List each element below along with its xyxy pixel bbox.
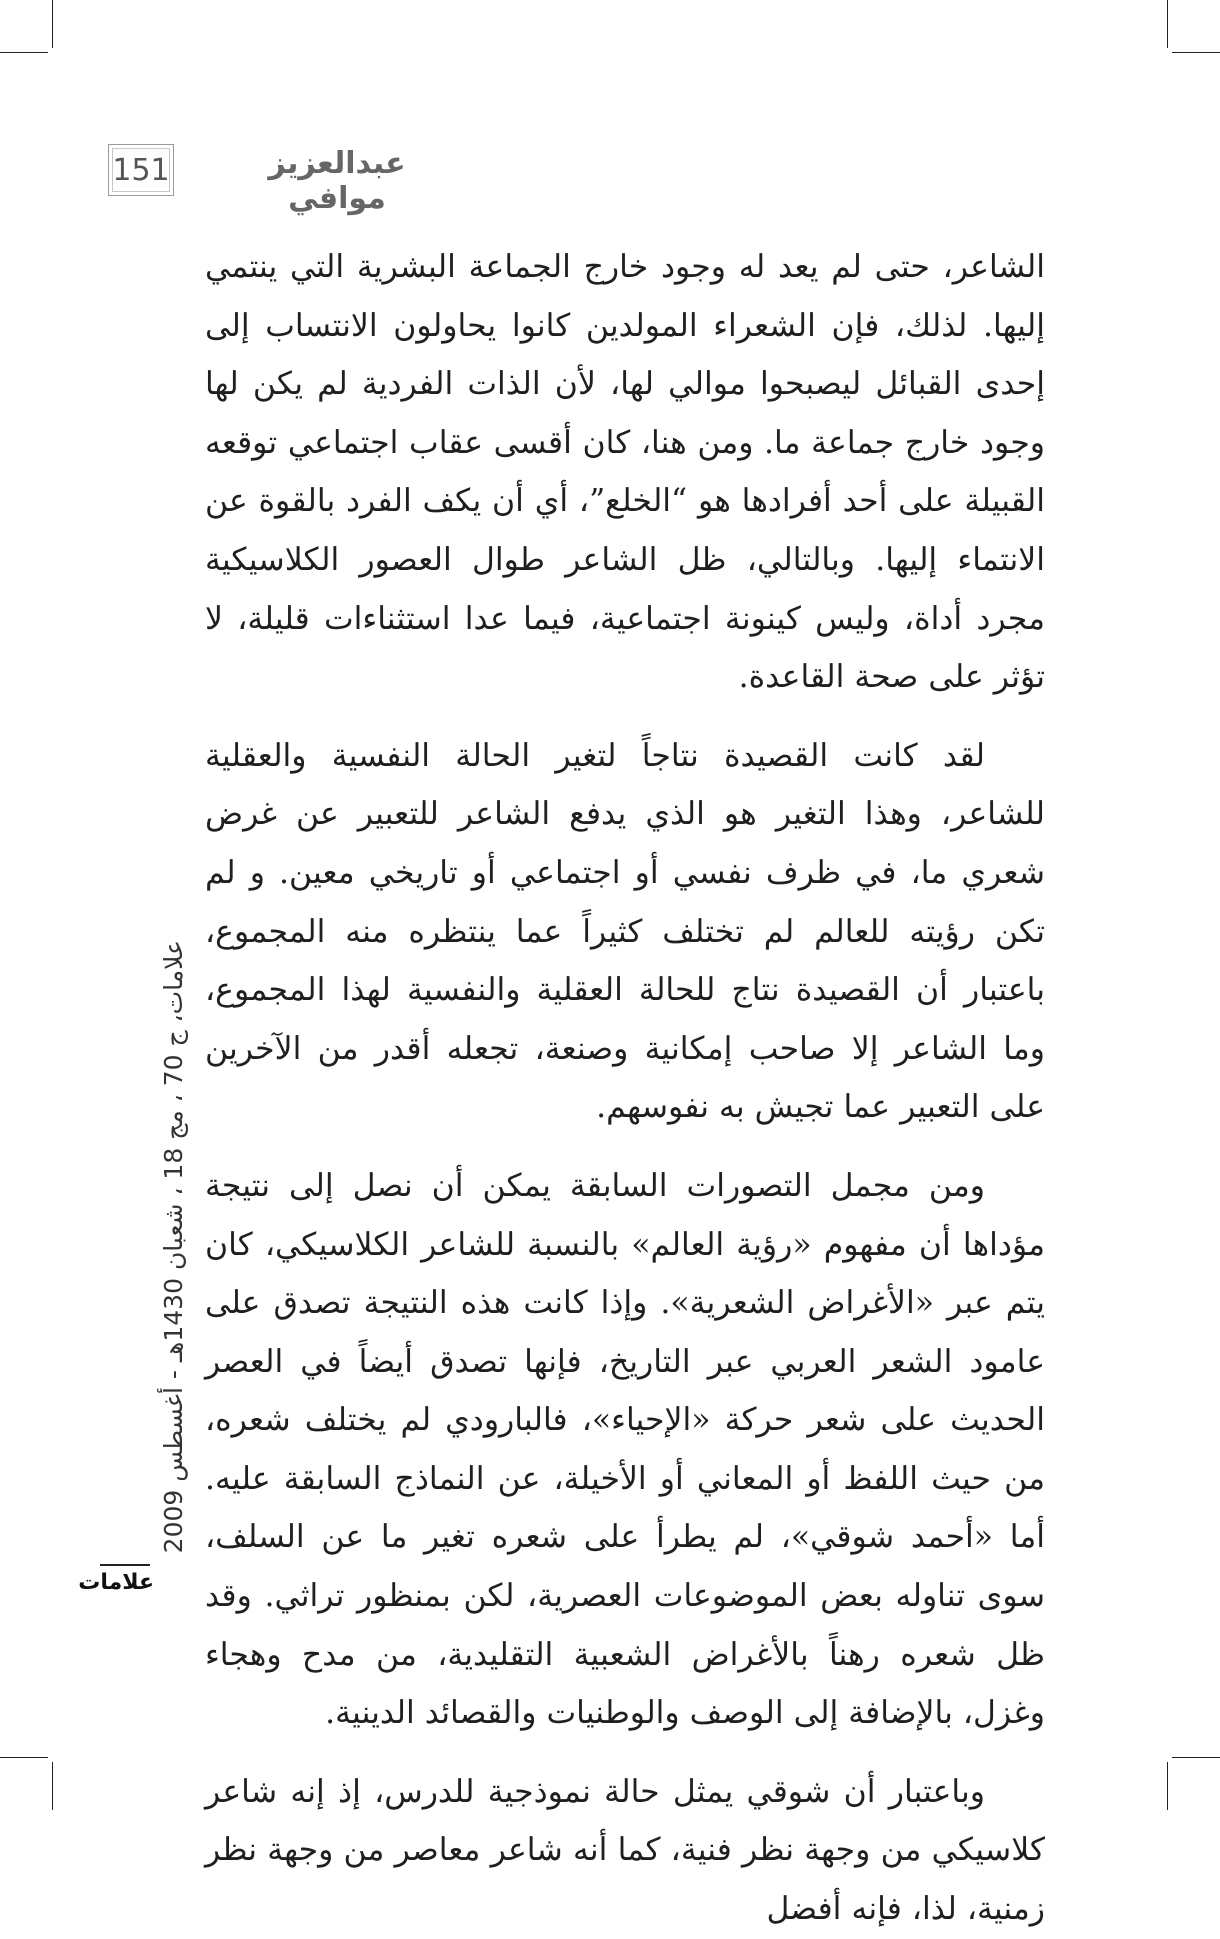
side-citation xyxy=(150,940,196,1560)
journal-citation: علامات، ج 70 ، مج 18 ، شعبان 1430هـ - أغسطس 2009 xyxy=(158,940,188,1554)
crop-mark xyxy=(1167,1762,1168,1810)
page-number: 151 xyxy=(112,152,170,188)
page-number-box xyxy=(108,144,174,196)
crop-mark xyxy=(1172,1757,1220,1758)
crop-mark xyxy=(1172,52,1220,53)
paragraph-3: ومن مجمل التصورات السابقة يمكن أن نصل إلى نتيجة مؤداها أن مفهوم «رؤية العالم» بالنسبة للشاعر الكلاسيكي، كان يتم عبر «الأغراض الشعرية». وإذا كانت هذه النتيجة تصدق على عامود الشعر العربي عبر التاريخ، فإنها تصدق أيضاً في العصر الحديث على شعر حركة «الإحياء»، فالبارودي لم يختلف شعره، من حيث اللفظ أو المعاني أو الأخيلة، عن النماذج السابقة عليه. أما «أحمد شوقي»، لم يطرأ على شعره تغير ما عن السلف، سوى تناوله بعض الموضوعات العصرية، لكن بمنظور تراثي. وقد ظل شعره رهناً بالأغراض الشعبية التقليدية، من مدح وهجاء وغزل، بالإضافة إلى الوصف والوطنيات والقصائد الدينية. xyxy=(205,1167,1045,1732)
paragraph-1: الشاعر، حتى لم يعد له وجود خارج الجماعة البشرية التي ينتمي إليها. لذلك، فإن الشعراء المولدين كانوا يحاولون الانتساب إلى إحدى القبائل ليصبحوا موالي لها، لأن الذات الفردية لم يكن لها وجود خارج جماعة ما. ومن هنا، كان أقسى عقاب اجتماعي توقعه القبيلة على أحد أفرادها هو “الخلع”، أي أن يكف الفرد بالقوة عن الانتماء إليها. وبالتالي، ظل الشاعر طوال العصور الكلاسيكية مجرد أداة، وليس كينونة اجتماعية، فيما عدا استثناءات قليلة، لا تؤثر على صحة القاعدة. xyxy=(205,249,1045,696)
crop-mark xyxy=(52,0,53,48)
crop-mark xyxy=(52,1762,53,1810)
body-text xyxy=(205,238,1045,1939)
crop-mark xyxy=(1167,0,1168,48)
running-header-author: عبدالعزيز موافي xyxy=(268,146,406,216)
logo-divider xyxy=(100,1564,150,1566)
paragraph-4: وباعتبار أن شوقي يمثل حالة نموذجية للدرس، إذ إنه شاعر كلاسيكي من وجهة نظر فنية، كما أنه شاعر معاصر من وجهة نظر زمنية، لذا، فإنه أفضل xyxy=(205,1773,1045,1928)
crop-mark xyxy=(0,52,48,53)
crop-mark xyxy=(0,1757,48,1758)
paragraph-2: لقد كانت القصيدة نتاجاً لتغير الحالة النفسية والعقلية للشاعر، وهذا التغير هو الذي يدفع الشاعر للتعبير عن غرض شعري ما، في ظرف نفسي أو اجتماعي أو تاريخي معين. و لم تكن رؤيته للعالم لم تختلف كثيراً عما ينتظره منه المجموع، باعتبار أن القصيدة نتاج للحالة العقلية والنفسية لهذا المجموع، وما الشاعر إلا صاحب إمكانية وصنعة، تجعله أقدر من الآخرين على التعبير عما تجيش به نفوسهم. xyxy=(205,737,1045,1126)
journal-logo: علامات xyxy=(78,1570,154,1595)
